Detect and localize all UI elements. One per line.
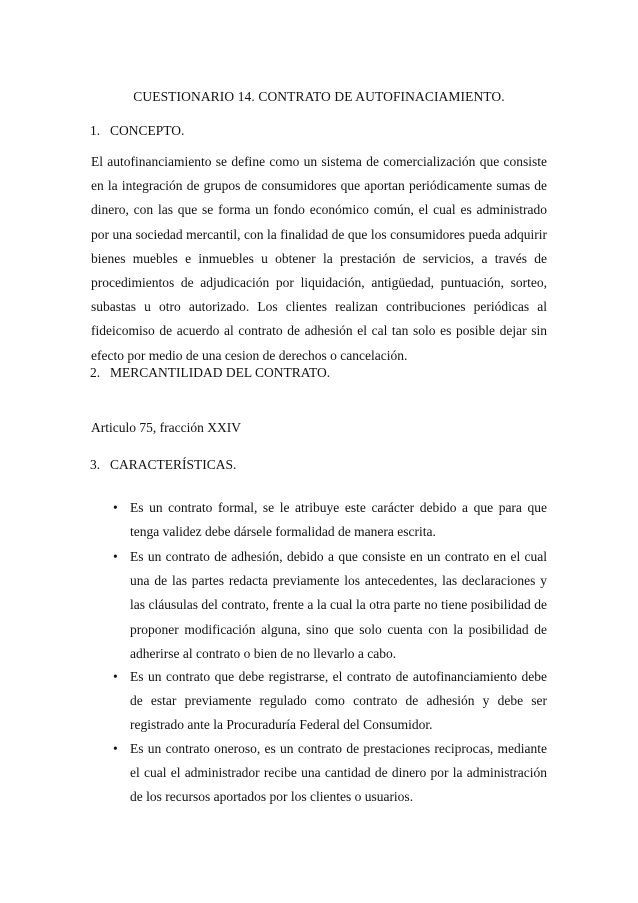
- bullet-icon: •: [113, 549, 118, 564]
- list-item: [113, 737, 547, 810]
- section-number: 1.: [90, 123, 101, 138]
- section-heading-label: CONCEPTO.: [110, 123, 185, 138]
- concepto-paragraph: El autofinanciamiento se define como un sistema de comercialización que consiste en la integración de grupos de consumidores que aportan periódicamente sumas de dinero, con las que se forma un fondo económico común, el cual es administrado por una sociedad mercantil, con la finalidad de que los consumidores pueda adquirir bienes muebles e inmuebles u obtener la prestación de servicios, a través de procedimientos de adjudicación por liquidación, antigüedad, puntuación, sorteo, subastas u otro autorizado. Los clientes realizan contribuciones periódicas al fideicomiso de acuerdo al contrato de adhesión el cal tan solo es posible dejar sin efecto por medio de una cesion de derechos o cancelación.: [91, 154, 547, 363]
- section-heading-label: CARACTERÍSTICAS.: [110, 457, 237, 472]
- bullet-icon: •: [113, 500, 118, 515]
- list-item-text: Es un contrato que debe registrarse, el contrato de autofinanciamiento debe de estar previamente regulado como contrato de adhesión y debe ser registrado ante la Procuraduría Federal del Consumidor.: [130, 669, 547, 733]
- list-item: [113, 545, 547, 666]
- section-heading-concepto: [90, 122, 185, 140]
- list-item-text: Es un contrato de adhesión, debido a que consiste en un contrato en el cual una de las partes redacta previamente los antecedentes, las declaraciones y las cláusulas del contrato, frente a la cual la otra parte no tiene posibilidad de proponer modificación alguna, sino que solo cuenta con la posibilidad de adherirse al contrato o bien de no llevarlo a cabo.: [130, 549, 547, 661]
- list-item: [113, 496, 547, 544]
- list-item-text: Es un contrato oneroso, es un contrato de prestaciones reciprocas, mediante el cual el administrador recibe una cantidad de dinero por la administración de los recursos aportados por los clientes o usuarios.: [130, 741, 547, 805]
- section-heading-label: MERCANTILIDAD DEL CONTRATO.: [110, 365, 331, 380]
- list-item-text: Es un contrato formal, se le atribuye este carácter debido a que para que tenga validez debe dársele formalidad de manera escrita.: [130, 500, 547, 540]
- section-number: 3.: [90, 457, 101, 472]
- section-heading-mercantilidad: [90, 364, 331, 382]
- section-heading-caracteristicas: [90, 456, 237, 474]
- bullet-icon: •: [113, 741, 118, 756]
- bullet-icon: •: [113, 669, 118, 684]
- document-title: CUESTIONARIO 14. CONTRATO DE AUTOFINACIAMIENTO.: [133, 89, 505, 104]
- mercantilidad-text: Articulo 75, fracción XXIV: [91, 420, 241, 435]
- section-number: 2.: [90, 365, 101, 380]
- list-item: [113, 665, 547, 738]
